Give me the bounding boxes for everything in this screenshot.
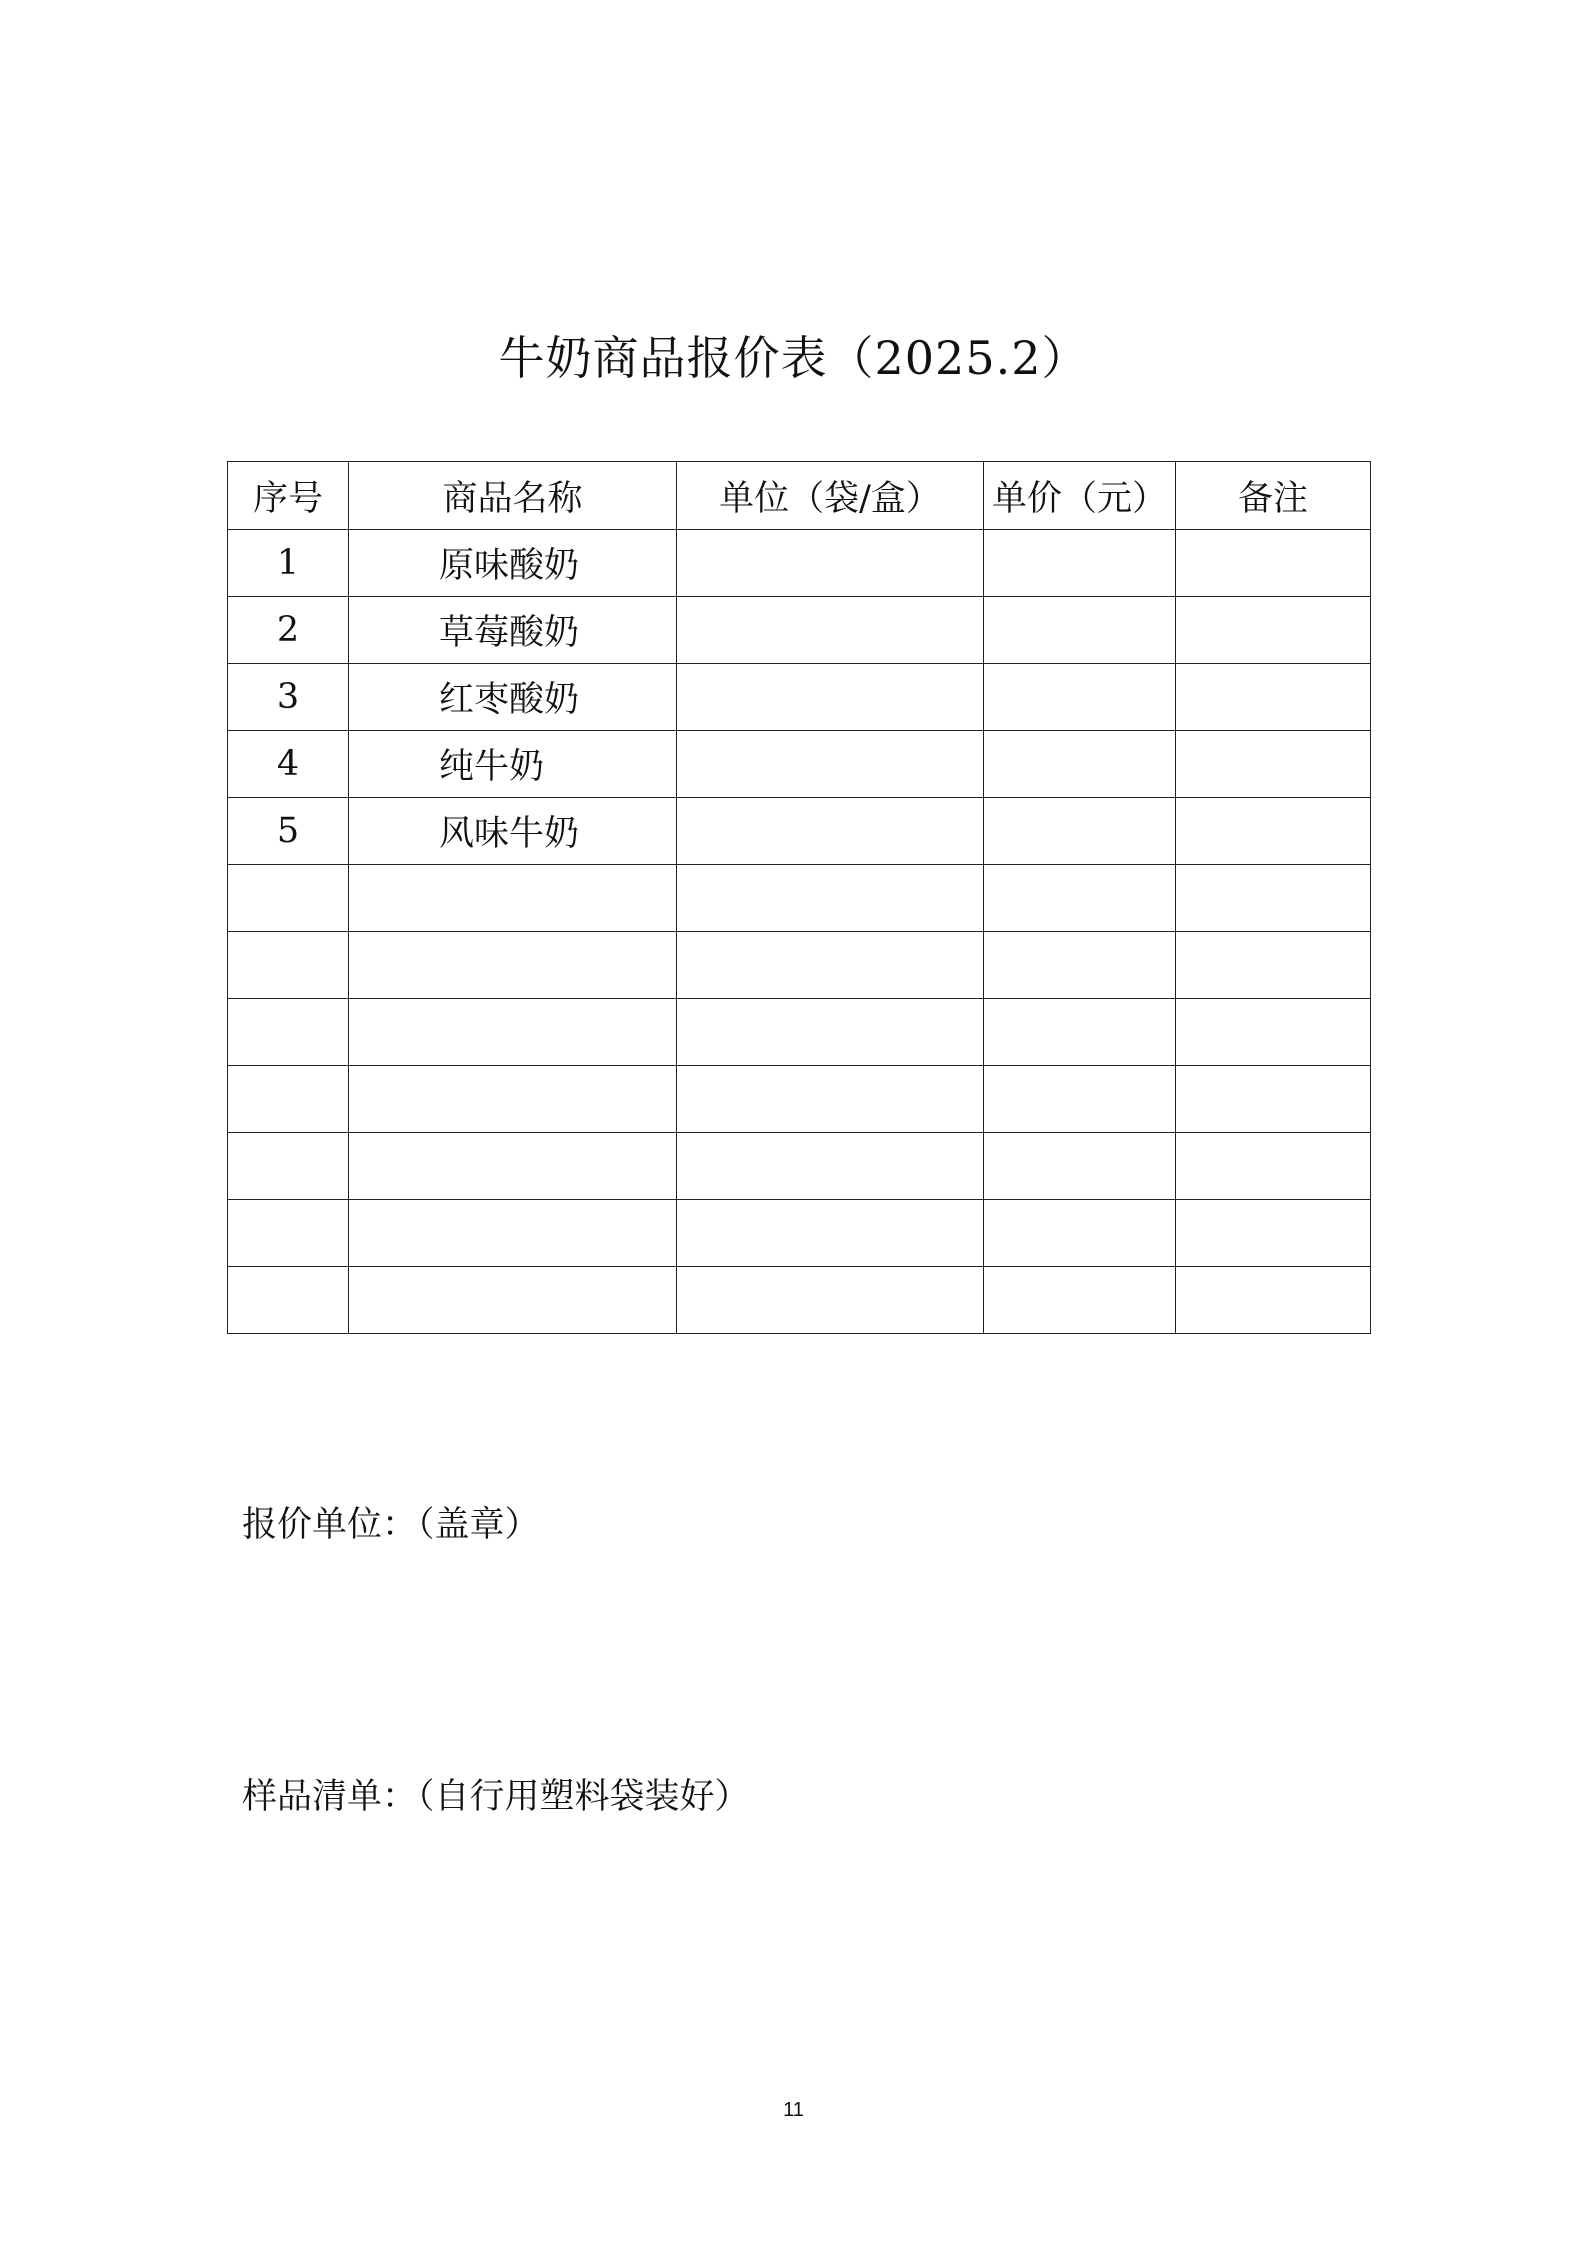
header-unit: 单位（袋/盒）	[677, 462, 984, 530]
cell-unit-price	[984, 530, 1176, 597]
cell-remark	[1176, 1066, 1371, 1133]
cell-unit-price	[984, 1267, 1176, 1334]
table-row	[228, 597, 1371, 664]
cell-serial-number: 3	[228, 664, 349, 731]
cell-unit	[677, 597, 984, 664]
cell-serial-number: 4	[228, 731, 349, 798]
cell-unit-price	[984, 1066, 1176, 1133]
cell-remark	[1176, 731, 1371, 798]
sample-list-line: 样品清单：（自行用塑料袋装好）	[242, 1777, 750, 1817]
cell-serial-number	[228, 1200, 349, 1267]
cell-product-name	[349, 865, 677, 932]
table-row	[228, 1066, 1371, 1133]
cell-serial-number	[228, 865, 349, 932]
cell-serial-number: 1	[228, 530, 349, 597]
cell-unit	[677, 731, 984, 798]
cell-remark	[1176, 597, 1371, 664]
quoting-unit-line: 报价单位：（盖章）	[242, 1505, 540, 1545]
table-row	[228, 999, 1371, 1066]
quote-table	[227, 461, 1371, 1334]
cell-serial-number	[228, 1066, 349, 1133]
cell-serial-number	[228, 999, 349, 1066]
cell-unit-price	[984, 731, 1176, 798]
cell-unit	[677, 932, 984, 999]
cell-remark	[1176, 932, 1371, 999]
cell-serial-number: 2	[228, 597, 349, 664]
cell-remark	[1176, 1267, 1371, 1334]
cell-unit	[677, 865, 984, 932]
cell-unit-price	[984, 865, 1176, 932]
cell-product-name	[349, 1200, 677, 1267]
cell-unit	[677, 999, 984, 1066]
cell-unit-price	[984, 597, 1176, 664]
cell-unit-price	[984, 1200, 1176, 1267]
cell-remark	[1176, 798, 1371, 865]
table-row	[228, 530, 1371, 597]
table-row	[228, 731, 1371, 798]
cell-product-name: 红枣酸奶	[349, 664, 677, 731]
header-unit-price: 单价（元）	[984, 462, 1176, 530]
cell-unit	[677, 1267, 984, 1334]
header-remark: 备注	[1176, 462, 1371, 530]
header-product-name: 商品名称	[349, 462, 677, 530]
cell-product-name	[349, 932, 677, 999]
table-row	[228, 664, 1371, 731]
cell-unit-price	[984, 999, 1176, 1066]
page-title: 牛奶商品报价表（2025.2）	[498, 331, 1089, 385]
cell-serial-number: 5	[228, 798, 349, 865]
cell-unit	[677, 798, 984, 865]
header-serial-number: 序号	[228, 462, 349, 530]
cell-product-name	[349, 1133, 677, 1200]
cell-unit	[677, 1066, 984, 1133]
cell-unit-price	[984, 664, 1176, 731]
cell-product-name	[349, 1267, 677, 1334]
table-body	[228, 530, 1371, 1334]
cell-serial-number	[228, 932, 349, 999]
page-number: 11	[783, 2099, 804, 2121]
cell-product-name: 原味酸奶	[349, 530, 677, 597]
cell-remark	[1176, 664, 1371, 731]
cell-remark	[1176, 999, 1371, 1066]
cell-unit-price	[984, 798, 1176, 865]
cell-unit	[677, 1200, 984, 1267]
cell-remark	[1176, 1200, 1371, 1267]
cell-unit-price	[984, 932, 1176, 999]
cell-remark	[1176, 1133, 1371, 1200]
cell-remark	[1176, 865, 1371, 932]
cell-serial-number	[228, 1133, 349, 1200]
table-row	[228, 1267, 1371, 1334]
cell-remark	[1176, 530, 1371, 597]
table-header-row	[228, 462, 1371, 530]
table-row	[228, 1133, 1371, 1200]
cell-product-name	[349, 999, 677, 1066]
table-row	[228, 798, 1371, 865]
table-row	[228, 865, 1371, 932]
cell-unit-price	[984, 1133, 1176, 1200]
cell-unit	[677, 530, 984, 597]
cell-unit	[677, 1133, 984, 1200]
table-row	[228, 1200, 1371, 1267]
cell-product-name: 纯牛奶	[349, 731, 677, 798]
cell-product-name	[349, 1066, 677, 1133]
cell-unit	[677, 664, 984, 731]
table-row	[228, 932, 1371, 999]
cell-product-name: 草莓酸奶	[349, 597, 677, 664]
cell-serial-number	[228, 1267, 349, 1334]
cell-product-name: 风味牛奶	[349, 798, 677, 865]
